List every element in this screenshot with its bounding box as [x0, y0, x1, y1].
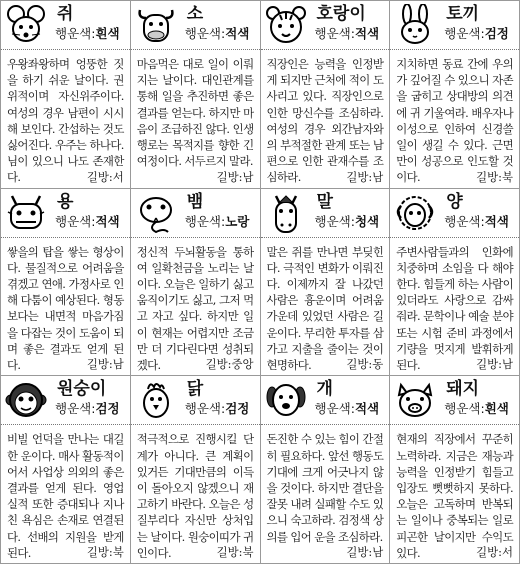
fortune-card-rat: [1, 1, 131, 189]
lucky-direction: 길방:북: [472, 170, 513, 184]
lucky-direction: 길방:동: [342, 357, 383, 371]
fortune-card-snake: [131, 189, 261, 377]
luck-color: 행운색:흰색: [444, 401, 509, 417]
fortune-card-tiger: [261, 1, 391, 189]
rooster-icon: [134, 379, 178, 421]
fortune-card-dog: [261, 376, 391, 564]
fortune-card-sheep: [390, 189, 520, 377]
animal-name: 뱀: [186, 191, 204, 212]
lucky-direction: 길방:중앙: [202, 357, 254, 371]
lucky-direction: 길방:남: [472, 357, 513, 371]
fortune-text: 비빌 언덕을 만나는 대길한 운이다. 매사 활동적이어서 사업상 의외의 좋은 결과를 얻게 된다. 영업 실적 또한 증대되나 지나친 욕심은 손재로 연결된다. 선배의 지원을 받게 된다.: [7, 432, 124, 560]
monkey-icon: [4, 379, 48, 421]
lucky-direction: 길방:서: [472, 545, 513, 559]
luck-color: 행운색:적색: [314, 401, 380, 417]
luck-color: 행운색:적색: [184, 26, 250, 41]
fortune-text: 적극적으로 진행시킬 단계가 아니다. 큰 계획이 있거든 기대만큼의 이득이 돌아오지 않겠으니 재고하기 바란다. 오늘은 성질부리다 자신만 상처입는 날이다. 원숭이띠가 귀인이다.: [136, 432, 254, 560]
lucky-direction: 길방:남: [342, 545, 383, 559]
animal-name: 용: [57, 191, 74, 212]
lucky-direction: 길방:북: [83, 545, 124, 559]
luck-color: 행운색:검정: [444, 26, 509, 41]
fortune-text: 우왕좌왕하며 엉뚱한 짓을 하기 쉬운 날이다. 권위적이며 자신위주이다. 여성의 경우 남편이 시시해 보인다. 간섭하는 것도 싫어진다. 우주는 하나다. 님이 있으니 나도 존재한다.: [7, 57, 124, 185]
fortune-card-rooster: [131, 376, 261, 564]
luck-color: 행운색:검정: [55, 401, 120, 417]
horse-icon: [264, 192, 308, 234]
animal-name: 소: [186, 4, 204, 24]
luck-color: 행운색:노랑: [184, 213, 250, 229]
lucky-direction: 길방:남: [342, 170, 383, 184]
animal-name: 토끼: [446, 4, 480, 24]
rabbit-icon: [393, 4, 437, 46]
animal-name: 닭: [186, 379, 204, 400]
tiger-icon: [264, 4, 308, 46]
fortune-text: 주변사람들과의 인화에 치중하며 소임을 다 해야 한다. 힘들게 하는 사람이 있더라도 사랑으로 감싸줘라. 문학이나 예술 분야 또는 시험 준비 과정에서 기량을 멋지게 발휘하게 된다.: [396, 244, 513, 373]
animal-name: 말: [316, 191, 333, 212]
fortune-card-dragon: [1, 189, 131, 377]
luck-color: 행운색:흰색: [55, 26, 120, 41]
animal-name: 양: [446, 191, 463, 212]
luck-color: 행운색:적색: [444, 213, 509, 229]
fortune-text: 현재의 직장에서 꾸준히 노력하라. 지금은 재능과 능력을 인정받기 힘들고 입장도 뻣뻣하지 못하다. 오늘은 고독하며 반복되는 일이나 중복되는 일로 피곤한 날이지만 수익도 있다.: [396, 432, 513, 560]
dog-icon: [264, 379, 308, 421]
fortune-text: 직장인은 능력을 인정받게 되지만 근처에 적이 도사리고 있다. 직장인으로 인한 망신수를 조심하라. 여성의 경우 외간남자와의 부적절한 관계 또는 남편으로 인한 관재수를 조심하라.: [266, 57, 384, 185]
animal-name: 원숭이: [57, 379, 107, 400]
fortune-text: 쌓을의 탑을 쌓는 형상이다. 물질적으로 어려움을 겪겠고 연애. 가정사로 인해 다툼이 예상된다. 형동보다는 내면적 마음가짐을 다잡는 것이 도움이 되며 좋은 결과도 얻게 된다.: [7, 244, 124, 373]
animal-name: 돼지: [446, 379, 480, 400]
fortune-card-horse: [261, 189, 391, 377]
sheep-icon: [393, 192, 437, 234]
fortune-card-monkey: [1, 376, 131, 564]
lucky-direction: 길방:남: [83, 357, 124, 371]
fortune-text: 말은 쥐를 만나면 부딪힌다. 극적인 변화가 이뤄진다. 이제까지 잘 나갔던 사람은 흉운이며 어려움 가운데 있었던 사람은 길운이다. 무리한 투자를 삼가고 지출을 줄이는 것이 현명하다.: [266, 244, 384, 373]
luck-color: 행운색:검정: [184, 401, 250, 417]
lucky-direction: 길방:남: [213, 170, 254, 184]
animal-name: 쥐: [57, 4, 74, 24]
luck-color: 행운색:청색: [314, 213, 380, 229]
ox-icon: [134, 4, 178, 46]
rat-icon: [4, 4, 48, 46]
luck-color: 행운색:적색: [55, 213, 120, 229]
snake-icon: [134, 192, 178, 234]
lucky-direction: 길방:북: [213, 545, 254, 559]
pig-icon: [393, 379, 437, 421]
fortune-card-ox: [131, 1, 261, 189]
dragon-icon: [4, 192, 48, 234]
fortune-text: 지치하면 동료 간에 우의가 깊어질 수 있으니 자존을 굽히고 상대방의 의견에 귀 기울여라. 배우자나 이성으로 인하여 신경쓸 일이 생길 수 있다. 근면만이 성공으로 인도할 것이다.: [396, 57, 513, 185]
fortune-text: 마음먹은 대로 일이 이뤄지는 날이다. 대인관계를 통해 일을 추진하면 좋은 결과를 얻는다. 하지만 마음이 조급하진 않다. 인생행로는 목적지를 향한 긴 여정이다. 서두르지 말라.: [136, 57, 254, 169]
lucky-direction: 길방:서: [83, 170, 124, 184]
fortune-card-pig: [390, 376, 520, 564]
fortune-text: 정신적 두뇌활동을 통하여 일확천금을 노리는 날이다. 오늘은 일하기 싫고 움직이기도 싫고, 그저 먹고 자고 싶다. 하지만 일이 현재는 어렵지만 조금만 더 기다린다면 성취되겠다.: [136, 244, 254, 373]
luck-color: 행운색:적색: [314, 26, 380, 41]
animal-name: 호랑이: [316, 4, 366, 24]
animal-name: 개: [316, 379, 333, 400]
fortune-card-rabbit: [390, 1, 520, 189]
fortune-text: 돈진한 수 있는 힘이 간절히 필요하다. 앞선 행동도 기대에 크게 어긋나지 않을 것이다. 하지만 결단을 잘못 내려 실패할 수도 있으니 숙고하라. 검정색 상의를 입어 운을 조심하라.: [266, 432, 384, 544]
